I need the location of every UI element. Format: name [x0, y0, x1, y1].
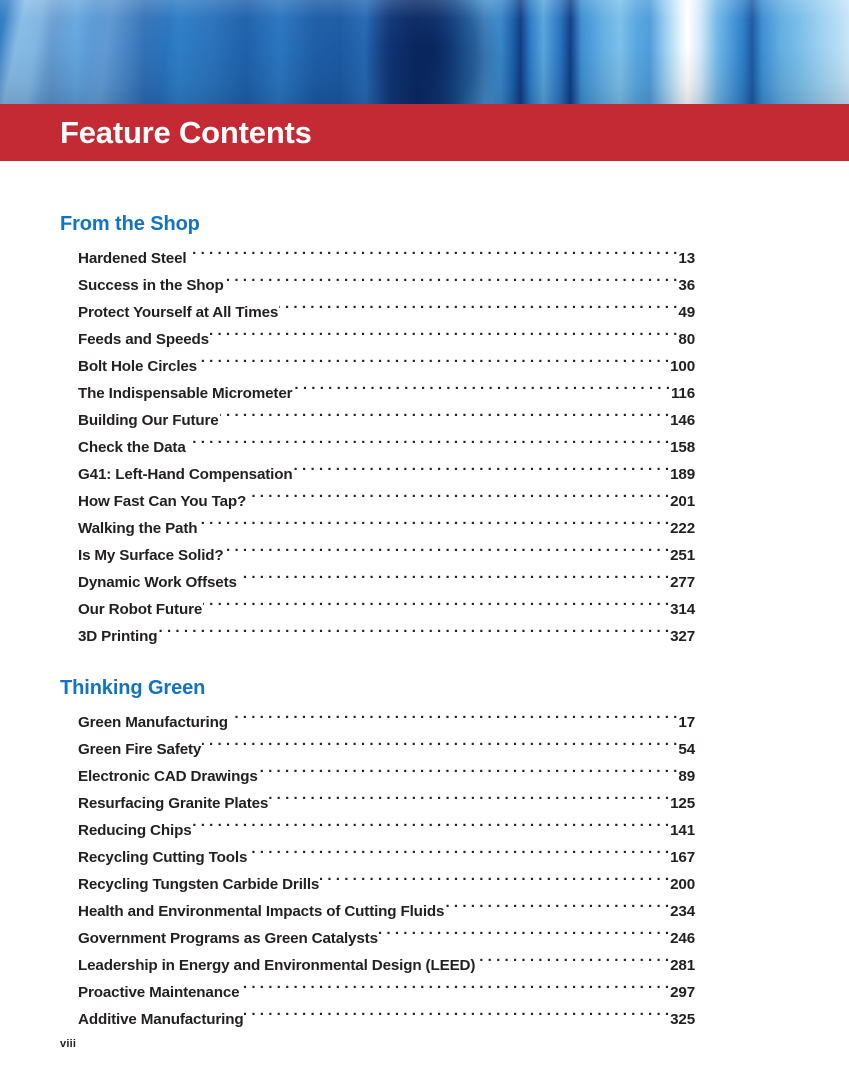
toc-entry-page-number: 189: [670, 466, 695, 483]
toc-entry[interactable]: [78, 299, 695, 326]
toc-entry[interactable]: [78, 245, 695, 272]
toc-entry[interactable]: [78, 542, 695, 569]
table-of-contents: [0, 161, 849, 1033]
toc-entry-dot-leader: [203, 598, 669, 614]
toc-entry-dot-leader: [158, 625, 669, 641]
toc-entry[interactable]: [78, 488, 695, 515]
toc-entry-page-number: 246: [670, 930, 695, 947]
toc-entry[interactable]: [78, 353, 695, 380]
toc-entry-dot-leader: [210, 328, 677, 344]
toc-entry-dot-leader: [187, 247, 677, 263]
toc-entry[interactable]: [78, 952, 695, 979]
toc-entry[interactable]: [78, 515, 695, 542]
toc-entry-dot-leader: [293, 382, 670, 398]
toc-entry[interactable]: [78, 979, 695, 1006]
toc-entry-dot-leader: [198, 517, 669, 533]
toc-entry[interactable]: [78, 380, 695, 407]
toc-entry[interactable]: [78, 790, 695, 817]
toc-entry-page-number: 125: [670, 795, 695, 812]
toc-entry-page-number: 158: [670, 439, 695, 456]
toc-section-from-the-shop: [0, 161, 849, 650]
page-folio: viii: [60, 1038, 77, 1050]
toc-entry-title: Proactive Maintenance: [78, 984, 240, 1001]
toc-entry-page-number: 251: [670, 547, 695, 564]
toc-entry[interactable]: [78, 596, 695, 623]
toc-entry-page-number: 201: [670, 493, 695, 510]
header-banner-image: [0, 0, 849, 105]
toc-entry-page-number: 13: [678, 250, 695, 267]
toc-entry[interactable]: [78, 817, 695, 844]
toc-section-thinking-green: [0, 650, 849, 1033]
toc-entry-title: G41: Left-Hand Compensation: [78, 466, 293, 483]
toc-entry-page-number: 277: [670, 574, 695, 591]
toc-entry-page-number: 49: [678, 304, 695, 321]
toc-entry-dot-leader: [320, 873, 669, 889]
toc-entry[interactable]: [78, 569, 695, 596]
page-title: Feature Contents: [60, 114, 312, 150]
toc-entry-dot-leader: [202, 738, 677, 754]
toc-entry[interactable]: [78, 925, 695, 952]
toc-entry-dot-leader: [476, 954, 669, 970]
toc-entry-title: Is My Surface Solid?: [78, 547, 224, 564]
toc-entry[interactable]: [78, 407, 695, 434]
toc-entry-dot-leader: [240, 981, 669, 997]
toc-entry[interactable]: [78, 871, 695, 898]
toc-entry-page-number: 141: [670, 822, 695, 839]
toc-entry-title: Recycling Tungsten Carbide Drills: [78, 876, 320, 893]
toc-entry-title: Our Robot Future: [78, 601, 203, 618]
toc-entry-dot-leader: [220, 409, 670, 425]
toc-entry-title: Resurfacing Granite Plates: [78, 795, 269, 812]
section-heading-from-the-shop: From the Shop: [60, 213, 200, 235]
toc-entry-title: Recycling Cutting Tools: [78, 849, 248, 866]
toc-entry[interactable]: [78, 898, 695, 925]
toc-entry[interactable]: [78, 434, 695, 461]
toc-entry[interactable]: [78, 763, 695, 790]
toc-entry-page-number: 167: [670, 849, 695, 866]
toc-entry-dot-leader: [238, 571, 669, 587]
toc-entry[interactable]: [78, 736, 695, 763]
toc-entry-page-number: 297: [670, 984, 695, 1001]
toc-entry-page-number: 146: [670, 412, 695, 429]
toc-entry-page-number: 36: [678, 277, 695, 294]
section-heading-thinking-green: Thinking Green: [60, 677, 206, 699]
toc-entry-page-number: 314: [670, 601, 695, 618]
toc-entry-title: Green Manufacturing: [78, 714, 228, 731]
toc-entry-page-number: 325: [670, 1011, 695, 1028]
toc-entry-dot-leader: [198, 355, 669, 371]
toc-entry-dot-leader: [248, 846, 669, 862]
toc-entry-title: Feeds and Speeds: [78, 331, 209, 348]
toc-entry-title: Electronic CAD Drawings: [78, 768, 258, 785]
toc-entry-dot-leader: [193, 819, 670, 835]
toc-entry-title: Green Fire Safety: [78, 741, 202, 758]
toc-entry[interactable]: [78, 461, 695, 488]
toc-entry-dot-leader: [244, 1008, 669, 1024]
toc-entry-page-number: 327: [670, 628, 695, 645]
toc-entry-title: Bolt Hole Circles: [78, 358, 197, 375]
toc-entry-dot-leader: [259, 765, 678, 781]
toc-entry[interactable]: [78, 844, 695, 871]
banner-vertical-shading: [0, 0, 849, 105]
toc-entry-dot-leader: [294, 463, 670, 479]
toc-entry-title: Dynamic Work Offsets: [78, 574, 237, 591]
toc-entry-dot-leader: [225, 544, 670, 560]
toc-entry-dot-leader: [269, 792, 669, 808]
toc-entry-page-number: 234: [670, 903, 695, 920]
toc-entry-page-number: 54: [678, 741, 695, 758]
toc-entry-page-number: 200: [670, 876, 695, 893]
toc-entry-title: Hardened Steel: [78, 250, 187, 267]
toc-entry-page-number: 100: [670, 358, 695, 375]
toc-entry-list-thinking-green: [0, 700, 849, 1033]
toc-entry-page-number: 17: [678, 714, 695, 731]
toc-entry[interactable]: [78, 709, 695, 736]
toc-entry-title: How Fast Can You Tap?: [78, 493, 247, 510]
toc-entry-page-number: 89: [678, 768, 695, 785]
toc-entry-title: Protect Yourself at All Times: [78, 304, 279, 321]
toc-entry-dot-leader: [229, 711, 678, 727]
toc-entry-dot-leader: [379, 927, 669, 943]
toc-entry[interactable]: [78, 1006, 695, 1033]
toc-entry[interactable]: [78, 623, 695, 650]
toc-entry-page-number: 222: [670, 520, 695, 537]
toc-entry-title: The Indispensable Micrometer: [78, 385, 293, 402]
toc-entry-title: 3D Printing: [78, 628, 158, 645]
toc-entry-dot-leader: [247, 490, 669, 506]
toc-entry-title: Health and Environmental Impacts of Cutting Fluids: [78, 903, 445, 920]
toc-entry-title: Check the Data: [78, 439, 186, 456]
toc-entry[interactable]: [78, 272, 695, 299]
toc-entry-page-number: 281: [670, 957, 695, 974]
toc-entry-title: Success in the Shop: [78, 277, 224, 294]
toc-entry-dot-leader: [445, 900, 669, 916]
toc-entry-dot-leader: [279, 301, 677, 317]
toc-entry-title: Leadership in Energy and Environmental Design (LEED): [78, 957, 476, 974]
toc-entry-title: Building Our Future: [78, 412, 219, 429]
page-title-bar: [0, 104, 849, 161]
toc-entry-dot-leader: [225, 274, 678, 290]
toc-entry-dot-leader: [187, 436, 669, 452]
toc-entry-list-from-the-shop: [0, 236, 849, 650]
toc-entry-title: Reducing Chips: [78, 822, 192, 839]
toc-entry-page-number: 116: [670, 385, 695, 402]
toc-entry-title: Walking the Path: [78, 520, 198, 537]
toc-entry-title: Additive Manufacturing: [78, 1011, 244, 1028]
toc-entry[interactable]: [78, 326, 695, 353]
toc-entry-page-number: 80: [678, 331, 695, 348]
toc-entry-title: Government Programs as Green Catalysts: [78, 930, 378, 947]
